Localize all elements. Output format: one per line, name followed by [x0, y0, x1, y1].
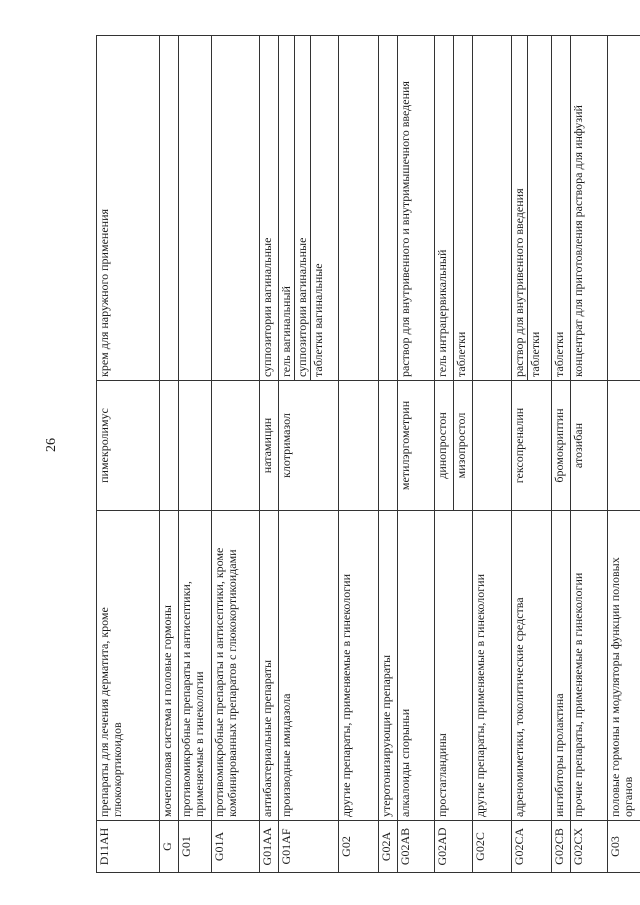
dosage-forms [570, 36, 607, 381]
dosage-form: таблетки [552, 331, 567, 377]
drug-name: клотримазол [278, 381, 339, 511]
dosage-form: концентрат для приготовления раствора для инфузий [570, 105, 585, 377]
dosage-forms [397, 36, 434, 381]
table-row [512, 36, 552, 873]
drug-name: бромокриптин [552, 381, 571, 511]
page-number: 26 [44, 438, 59, 452]
dosage-forms [339, 36, 379, 381]
pharmacological-group: препараты для лечения дерматита, кроме глюкокортикоидов [97, 511, 160, 821]
atc-code: G01 [178, 821, 211, 873]
drug-name: мизопростол [453, 381, 472, 511]
drug-name [339, 381, 379, 511]
pharmacological-group: антибактериальные препараты [260, 511, 279, 821]
rotated-page-content [96, 36, 640, 873]
drug-name [178, 381, 211, 511]
pharmacological-group: алкалоиды спорыньи [397, 511, 434, 821]
atc-code: G01A [211, 821, 259, 873]
dosage-form: раствор для внутривенного введения [512, 188, 527, 377]
dosage-forms [178, 36, 211, 381]
dosage-forms [211, 36, 259, 381]
atc-code: G01AF [278, 821, 339, 873]
dosage-forms [435, 36, 454, 381]
atc-code: G02CA [512, 821, 552, 873]
atc-code: G02CX [570, 821, 607, 873]
pharmacological-group: простагландины [435, 511, 472, 821]
dosage-form: таблетки [453, 331, 468, 377]
drug-name: натамицин [260, 381, 279, 511]
drug-classification-table [96, 35, 640, 873]
drug-name [211, 381, 259, 511]
drug-name [379, 381, 398, 511]
dosage-form: суппозитории вагинальные [294, 36, 310, 380]
dosage-forms [608, 36, 640, 381]
dosage-forms [552, 36, 571, 381]
drug-name [608, 381, 640, 511]
dosage-form: раствор для внутривенного и внутримышечного введения [397, 81, 412, 377]
dosage-forms [453, 36, 472, 381]
drug-name: пимекролимус [97, 381, 160, 511]
table-row [472, 36, 512, 873]
atc-code: G02A [379, 821, 398, 873]
dosage-forms [260, 36, 279, 381]
table-row [552, 36, 571, 873]
dosage-forms [379, 36, 398, 381]
drug-name [472, 381, 512, 511]
dosage-forms [512, 36, 552, 381]
atc-code: G02AB [397, 821, 434, 873]
dosage-forms [472, 36, 512, 381]
drug-name: атозибан [570, 381, 607, 511]
table-row [608, 36, 640, 873]
dosage-form: гель вагинальный [278, 286, 293, 377]
pharmacological-group: другие препараты, применяемые в гинекологии [472, 511, 512, 821]
dosage-form: таблетки вагинальные [310, 36, 326, 380]
atc-code: G02CB [552, 821, 571, 873]
drug-name: гексопреналин [512, 381, 552, 511]
table-row [159, 36, 178, 873]
dosage-form: суппозитории вагинальные [260, 237, 275, 377]
dosage-forms [97, 36, 160, 381]
table-row [260, 36, 279, 873]
atc-code: G03 [608, 821, 640, 873]
table-row [397, 36, 434, 873]
atc-code: G01AA [260, 821, 279, 873]
dosage-form: крем для наружного применения [97, 208, 111, 377]
drug-name: метилэргометрин [397, 381, 434, 511]
table-row [435, 36, 454, 873]
atc-code: G [159, 821, 178, 873]
pharmacological-group: утеротонизирующие препараты [379, 511, 398, 821]
table-row [97, 36, 160, 873]
pharmacological-group: противомикробные препараты и антисептики, применяемые в гинекологии [178, 511, 211, 821]
atc-code: G02 [339, 821, 379, 873]
table-row [339, 36, 379, 873]
atc-code: D11AH [97, 821, 160, 873]
pharmacological-group: прочие препараты, применяемые в гинекологии [570, 511, 607, 821]
table-row [379, 36, 398, 873]
dosage-form: таблетки [527, 36, 543, 380]
atc-code: G02AD [435, 821, 472, 873]
pharmacological-group: противомикробные препараты и антисептики, кроме комбинированных препаратов с глюкокортикоидами [211, 511, 259, 821]
pharmacological-group: мочеполовая система и половые гормоны [159, 511, 178, 821]
pharmacological-group: половые гормоны и модуляторы функции половых органов [608, 511, 640, 821]
table-row [570, 36, 607, 873]
table-row [178, 36, 211, 873]
pharmacological-group: другие препараты, применяемые в гинекологии [339, 511, 379, 821]
table-row [211, 36, 259, 873]
drug-name: динопростон [435, 381, 454, 511]
pharmacological-group: производные имидазола [278, 511, 339, 821]
dosage-form: гель интрацервикальный [435, 249, 450, 377]
dosage-forms [278, 36, 339, 381]
pharmacological-group: адреномиметики, токолитические средства [512, 511, 552, 821]
atc-code: G02C [472, 821, 512, 873]
table-row [278, 36, 339, 873]
dosage-forms [159, 36, 178, 381]
pharmacological-group: ингибиторы пролактина [552, 511, 571, 821]
drug-name [159, 381, 178, 511]
